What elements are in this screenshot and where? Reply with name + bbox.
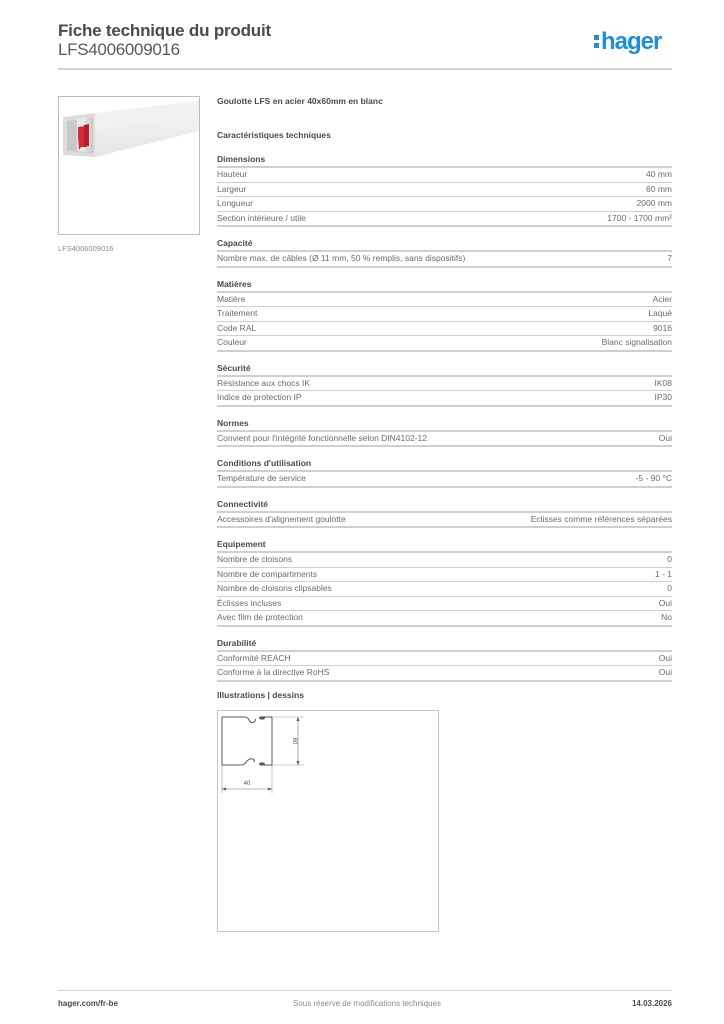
spec-row	[217, 252, 672, 268]
footer-divider	[58, 990, 672, 991]
spec-value: Oui	[658, 432, 672, 443]
spec-row	[217, 377, 672, 392]
spec-value: 7	[667, 253, 672, 263]
spec-label: Indice de protection IP	[217, 392, 302, 402]
spec-rows	[217, 472, 672, 488]
product-image	[58, 96, 200, 235]
spec-label: Section intérieure / utile	[217, 212, 306, 223]
spec-row	[217, 212, 672, 228]
spec-section	[217, 418, 672, 448]
footer-date: 14.03.2026	[631, 999, 672, 1008]
dim-height-label: 60	[291, 737, 297, 745]
spec-value: Oui	[658, 597, 672, 608]
spec-value: 0	[667, 583, 672, 593]
spec-row	[217, 432, 672, 448]
page-title: Fiche technique du produit	[58, 21, 271, 40]
spec-value: -5 - 90 °C	[635, 473, 672, 483]
logo-text: hager	[601, 28, 662, 55]
spec-label: Conforme à la directive RoHS	[217, 667, 330, 677]
image-caption: LFS4006009016	[58, 244, 114, 253]
spec-value: 60 mm	[646, 183, 672, 194]
spec-value: Blanc signalisation	[601, 337, 672, 347]
characteristics-title: Caractéristiques techniques	[217, 130, 331, 140]
spec-rows	[217, 513, 672, 529]
dim-width-label: 40	[243, 781, 251, 787]
spec-value: IK08	[654, 377, 672, 388]
spec-label: Nombre de cloisons	[217, 554, 293, 564]
spec-label: Résistance aux chocs IK	[217, 377, 311, 388]
spec-label: Accessoires d'alignement goulotte	[217, 513, 346, 524]
spec-value: Acier	[652, 293, 672, 304]
spec-rows	[217, 553, 672, 627]
spec-row	[217, 197, 672, 212]
spec-label: Conformité REACH	[217, 652, 291, 663]
logo-colon-icon	[594, 33, 599, 49]
section-title: Normes	[217, 418, 672, 432]
spec-section	[217, 363, 672, 407]
spec-row	[217, 322, 672, 337]
spec-label: Couleur	[217, 337, 247, 347]
spec-label: Largeur	[217, 183, 247, 194]
product-reference: LFS4006009016	[58, 40, 180, 59]
spec-section	[217, 154, 672, 227]
technical-drawing	[217, 710, 439, 932]
spec-row	[217, 183, 672, 198]
spec-sections	[217, 154, 672, 682]
spec-rows	[217, 432, 672, 448]
section-title: Capacité	[217, 238, 672, 252]
spec-label: Traitement	[217, 308, 258, 318]
spec-row	[217, 336, 672, 352]
spec-rows	[217, 377, 672, 407]
spec-row	[217, 168, 672, 183]
spec-rows	[217, 252, 672, 268]
section-title: Conditions d'utilisation	[217, 458, 672, 472]
spec-label: Nombre max. de câbles (Ø 11 mm, 50 % remplis, sans dispositifs)	[217, 253, 466, 263]
spec-value: 9016	[653, 322, 672, 333]
spec-section	[217, 638, 672, 682]
spec-label: Longueur	[217, 198, 253, 208]
footer-disclaimer: Sous réserve de modifications techniques	[292, 999, 442, 1008]
spec-section	[217, 499, 672, 529]
spec-row	[217, 582, 672, 597]
spec-row	[217, 568, 672, 583]
cable-trunking-illustration	[59, 97, 199, 234]
spec-label: Nombre de cloisons clipsables	[217, 583, 332, 593]
footer-website-link[interactable]: hager.com/fr-be	[58, 999, 119, 1008]
hager-logo	[594, 28, 661, 56]
spec-value: Eclisses comme références séparées	[530, 513, 672, 524]
spec-value: 1700 - 1700 mm²	[607, 212, 672, 223]
header-divider	[58, 68, 672, 70]
product-description: Goulotte LFS en acier 40x60mm en blanc	[217, 96, 383, 106]
spec-value: 2000 mm	[636, 198, 672, 208]
spec-row	[217, 472, 672, 488]
spec-value: Oui	[658, 667, 672, 677]
section-title: Equipement	[217, 539, 672, 553]
spec-value: 1 - 1	[654, 568, 672, 579]
illustrations-title: Illustrations | dessins	[217, 690, 304, 700]
spec-value: Laqué	[648, 308, 672, 318]
spec-value: 0	[667, 554, 672, 564]
section-title: Dimensions	[217, 154, 672, 168]
spec-label: Avec film de protection	[217, 612, 303, 622]
spec-value: 40 mm	[646, 169, 672, 179]
spec-label: Hauteur	[217, 169, 248, 179]
spec-value: No	[661, 612, 672, 622]
spec-label: Nombre de compartiments	[217, 568, 318, 579]
spec-row	[217, 307, 672, 322]
spec-value: Oui	[658, 652, 672, 663]
spec-row	[217, 611, 672, 627]
spec-rows	[217, 168, 672, 227]
spec-row	[217, 666, 672, 682]
spec-rows	[217, 652, 672, 682]
spec-rows	[217, 293, 672, 352]
spec-label: Matière	[217, 293, 246, 304]
spec-row	[217, 513, 672, 529]
spec-row	[217, 597, 672, 612]
spec-label: Convient pour l'intégrité fonctionnelle selon DIN4102-12	[217, 432, 428, 443]
spec-label: Éclisses incluses	[217, 597, 282, 608]
main-content	[217, 96, 672, 682]
cross-section-drawing	[218, 711, 438, 931]
spec-row	[217, 652, 672, 667]
spec-section	[217, 458, 672, 488]
spec-row	[217, 293, 672, 308]
section-title: Sécurité	[217, 363, 672, 377]
spec-value: IP30	[654, 392, 672, 402]
section-title: Durabilité	[217, 638, 672, 652]
spec-section	[217, 279, 672, 352]
spec-row	[217, 391, 672, 407]
spec-row	[217, 553, 672, 568]
spec-label: Code RAL	[217, 322, 257, 333]
section-title: Connectivité	[217, 499, 672, 513]
spec-label: Température de service	[217, 473, 306, 483]
spec-section	[217, 539, 672, 627]
section-title: Matières	[217, 279, 672, 293]
spec-section	[217, 238, 672, 268]
